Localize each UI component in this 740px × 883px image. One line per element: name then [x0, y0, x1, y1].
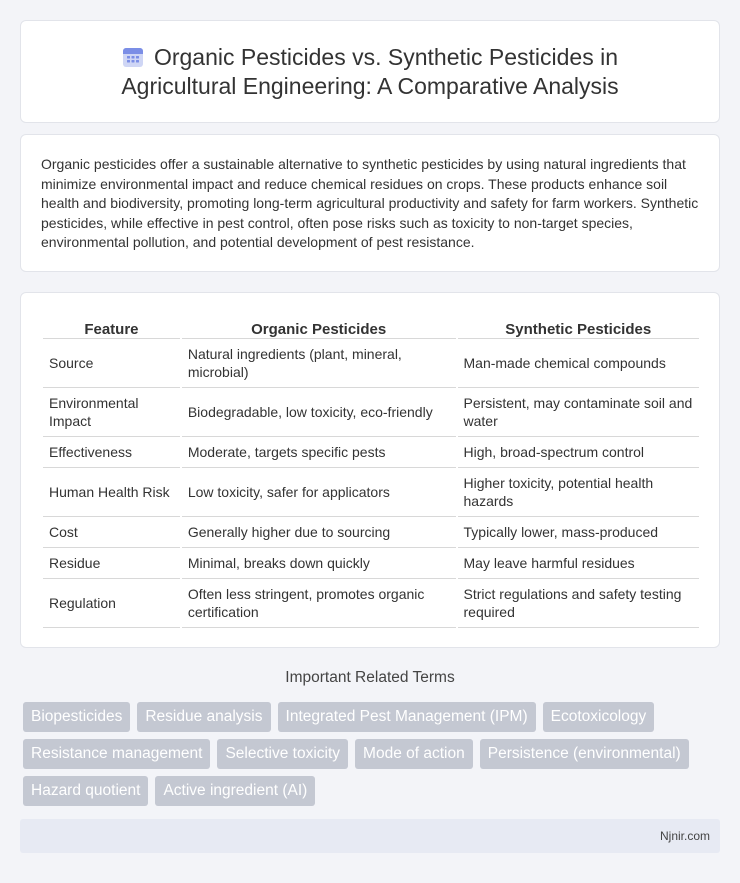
row-synthetic: Man-made chemical compounds	[458, 339, 700, 388]
row-feature: Human Health Risk	[43, 468, 180, 517]
row-organic: Generally higher due to sourcing	[182, 517, 456, 548]
row-feature: Source	[43, 339, 180, 388]
table-row	[43, 517, 699, 548]
row-synthetic: Typically lower, mass-produced	[458, 517, 700, 548]
footer-site-link[interactable]: Njnir.com	[659, 829, 710, 843]
row-feature: Environmental Impact	[43, 388, 180, 437]
row-organic: Minimal, breaks down quickly	[182, 548, 456, 579]
row-feature: Effectiveness	[43, 437, 180, 468]
page-title	[21, 43, 719, 101]
row-feature: Cost	[43, 517, 180, 548]
table-header-row	[43, 317, 699, 339]
header-feature: Feature	[43, 317, 180, 339]
tag-active-ingredient[interactable]: Active ingredient (AI)	[155, 776, 315, 806]
related-terms-title: Important Related Terms	[285, 669, 455, 686]
tag-selective-toxicity[interactable]: Selective toxicity	[217, 739, 348, 769]
row-organic: Natural ingredients (plant, mineral, microbial)	[182, 339, 456, 388]
intro-paragraph: Organic pesticides offer a sustainable alternative to synthetic pesticides by using natural ingredients that minimize environmental impact and reduce chemical residues on crops. These products enhance soil health and biodiversity, promoting long-term agricultural productivity and safety for farm workers. Synthetic pesticides, while effective in pest control, often pose risks such as toxicity to non-target species, environmental pollution, and potential development of pest resistance.	[41, 156, 699, 251]
tag-ipm[interactable]: Integrated Pest Management (IPM)	[278, 702, 536, 732]
comparison-card	[20, 292, 720, 648]
tag-biopesticides[interactable]: Biopesticides	[23, 702, 130, 732]
tag-resistance-management[interactable]: Resistance management	[23, 739, 210, 769]
row-organic: Biodegradable, low toxicity, eco-friendly	[182, 388, 456, 437]
title-line-2: Agricultural Engineering: A Comparative Analysis	[121, 73, 619, 99]
footer	[20, 819, 720, 853]
table-row	[43, 437, 699, 468]
comparison-table	[41, 317, 701, 628]
intro-card	[20, 134, 720, 272]
tag-hazard-quotient[interactable]: Hazard quotient	[23, 776, 148, 806]
row-synthetic: High, broad-spectrum control	[458, 437, 700, 468]
row-synthetic: Higher toxicity, potential health hazards	[458, 468, 700, 517]
calendar-icon	[122, 46, 144, 68]
row-organic: Low toxicity, safer for applicators	[182, 468, 456, 517]
row-synthetic: May leave harmful residues	[458, 548, 700, 579]
row-organic: Often less stringent, promotes organic certification	[182, 579, 456, 628]
row-feature: Residue	[43, 548, 180, 579]
table-row	[43, 339, 699, 388]
header-synthetic: Synthetic Pesticides	[458, 317, 700, 339]
row-feature: Regulation	[43, 579, 180, 628]
title-card	[20, 20, 720, 123]
table-row	[43, 388, 699, 437]
tag-residue-analysis[interactable]: Residue analysis	[137, 702, 270, 732]
tag-persistence[interactable]: Persistence (environmental)	[480, 739, 689, 769]
table-row	[43, 548, 699, 579]
related-terms-tags	[23, 702, 723, 813]
row-organic: Moderate, targets specific pests	[182, 437, 456, 468]
header-organic: Organic Pesticides	[182, 317, 456, 339]
row-synthetic: Strict regulations and safety testing required	[458, 579, 700, 628]
table-row	[43, 468, 699, 517]
table-row	[43, 579, 699, 628]
tag-ecotoxicology[interactable]: Ecotoxicology	[543, 702, 655, 732]
title-line-1: Organic Pesticides vs. Synthetic Pesticides in	[153, 44, 619, 70]
row-synthetic: Persistent, may contaminate soil and water	[458, 388, 700, 437]
tag-mode-of-action[interactable]: Mode of action	[355, 739, 473, 769]
